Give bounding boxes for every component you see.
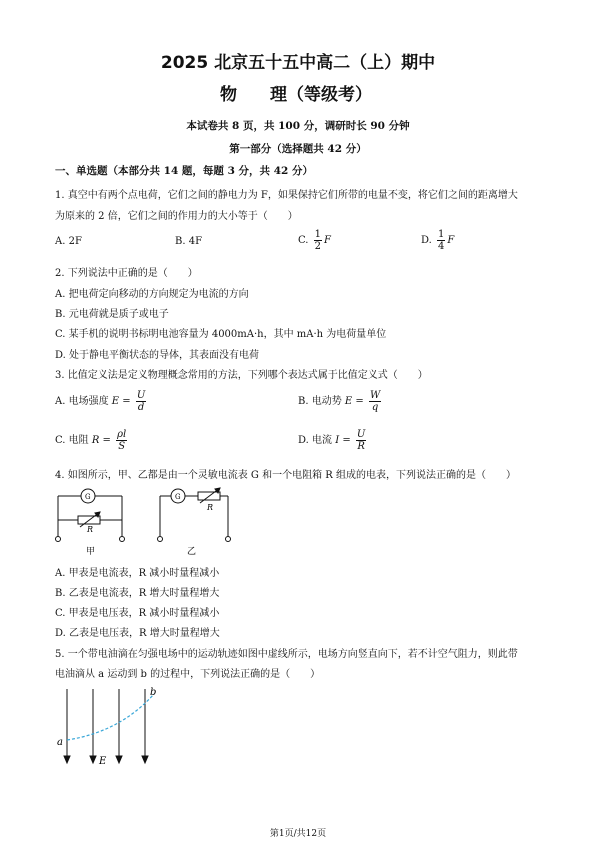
label-jia: 甲 — [86, 547, 96, 557]
exam-title: 2025 北京五十五中高二（上）期中 — [160, 53, 436, 73]
field-e-label: E — [99, 756, 107, 767]
q4-option-d: D. 乙表是电压表，R 增大时量程增大 — [55, 628, 220, 639]
page-footer: 第1页/共12页 — [269, 829, 327, 839]
fig-r-label-yi: R — [207, 503, 214, 512]
q1-option-a: A. 2F — [55, 236, 82, 247]
q3-option-c: C. 电阻 R = $\frac{\rho l}{S}$ — [55, 429, 127, 452]
q1-stem-line2: 为原来的 2 倍，它们之间的作用力的大小等于（ ） — [55, 211, 298, 222]
fig-g-label-yi: G — [175, 493, 181, 501]
subject-char: 物 — [220, 85, 237, 105]
circuit-yi — [158, 488, 231, 542]
q4-option-c: C. 甲表是电压表，R 减小时量程减小 — [55, 608, 220, 619]
q1-option-b: B. 4F — [175, 236, 203, 247]
q4-stem: 4. 如图所示，甲、乙都是由一个灵敏电流表 G 和一个电阻箱 R 组成的电表，下列说法正确的是（ ） — [55, 470, 516, 481]
q5-stem-line2: 电油滴从 a 运动到 b 的过程中，下列说法正确的是（ ） — [55, 669, 321, 680]
q3-option-b: B. 电动势 E = $\frac{W}{q}$ — [298, 390, 381, 413]
fig-r-label-jia: R — [87, 525, 94, 534]
q1-option-c: C. $\frac{1}{2}$ F — [298, 229, 331, 252]
section-title: 一、单选题（本部分共 14 题，每题 3 分，共 42 分） — [55, 165, 313, 177]
point-b-label: b — [150, 687, 157, 698]
q4-option-a: A. 甲表是电流表，R 减小时量程减小 — [55, 568, 220, 579]
q2-option-d: D. 处于静电平衡状态的导体，其表面没有电荷 — [55, 350, 260, 361]
q1-stem-line1: 1. 真空中有两个点电荷，它们之间的静电力为 F，如果保持它们所带的电量不变，将它们之间的距离增大 — [55, 190, 518, 201]
trajectory-path — [67, 694, 154, 740]
q5-field-figure — [50, 684, 170, 769]
part-title: 第一部分（选择题共 42 分） — [229, 143, 367, 155]
subject-title: 理（等级考） — [270, 85, 372, 105]
q3-option-d: D. 电流 I = $\frac{U}{R}$ — [298, 429, 366, 452]
q2-option-b: B. 元电荷就是质子或电子 — [55, 309, 169, 320]
fig-g-label-jia: G — [85, 493, 91, 501]
q4-circuit-figure — [48, 482, 248, 562]
q2-option-a: A. 把电荷定向移动的方向规定为电流的方向 — [55, 289, 249, 300]
q5-stem-line1: 5. 一个带电油滴在匀强电场中的运动轨迹如图中虚线所示，电场方向竖直向下，若不计空气阻力，则此带 — [55, 649, 518, 660]
q3-option-a: A. 电场强度 E = $\frac{U}{d}$ — [55, 390, 146, 413]
q1-option-d: D. $\frac{1}{4}$ F — [421, 229, 455, 252]
field-lines — [64, 689, 148, 763]
q2-stem: 2. 下列说法中正确的是（ ） — [55, 268, 198, 279]
q4-option-b: B. 乙表是电流表，R 增大时量程增大 — [55, 588, 220, 599]
point-a-label: a — [57, 737, 63, 748]
exam-info: 本试卷共 8 页，共 100 分，调研时长 90 分钟 — [186, 120, 410, 132]
label-yi: 乙 — [187, 547, 197, 557]
q2-option-c: C. 某手机的说明书标明电池容量为 4000mA·h，其中 mA·h 为电荷量单位 — [55, 329, 387, 340]
q3-stem: 3. 比值定义法是定义物理概念常用的方法，下列哪个表达式属于比值定义式（ ） — [55, 370, 428, 381]
